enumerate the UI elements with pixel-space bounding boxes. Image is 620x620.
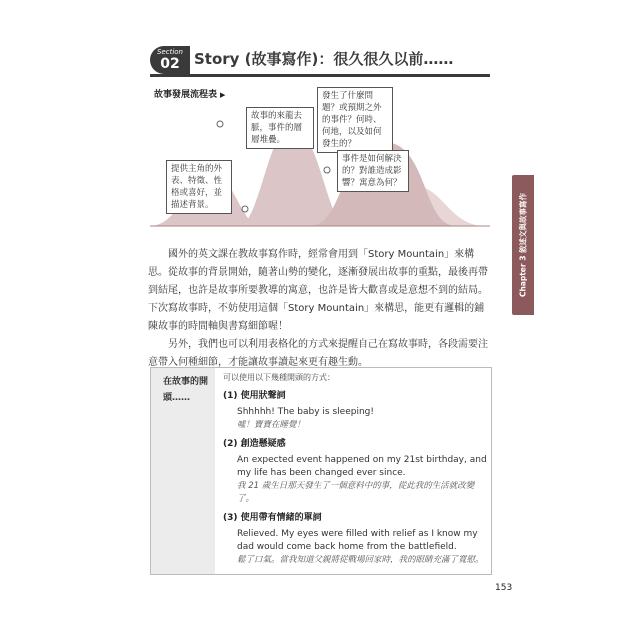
chapter-tab-label [518,193,529,297]
chapter-number: Chapter 3 [518,255,528,298]
item-english-1: Shhhhh! The baby is sleeping! [237,407,374,417]
chapter-tab [512,175,534,315]
chapter-title: 敘述文與故事寫作 [518,192,528,253]
section-title: Story (故事寫作)：很久很久以前…… [194,50,454,68]
paragraph-2: 從故事的背景開始，隨著山勢的變化，逐漸發展出故事的重點，最後再帶到結尾，也許是故事所要教導的寓意，也許是皆大歡喜或是意想不到的結局。下次寫故事時，不妨使用這個「Story Mountain」來構思，能更有邏輯的鋪陳故事的時間軸與書寫細節喔！ [148,267,488,332]
callout-resolution: 事件是如何解決的？對誰造成影響？寓意為何？ [337,150,409,192]
item-chinese-1: 噓！寶寶在睡覺！ [237,420,306,430]
marker-left [242,206,248,212]
item-title-2: (2) 創造懸疑感 [223,439,286,449]
callout-problem: 發生了什麼問題？或預期之外的事件？何時、何地，以及如何發生的？ [317,87,393,153]
item-english-2: An expected event happened on my 21st birthday, and my life has been changed ever since. [237,455,487,478]
callout-introduction: 提供主角的外表、特徵、性格或喜好，並描述背景。 [166,160,232,214]
diagram-title-text: 故事發展流程表 [154,90,218,100]
story-opening-table [150,367,492,575]
item-chinese-2: 我 21 歲生日那天發生了一個意料中的事，從此我的生活就改變了。 [237,481,475,504]
item-english-3: Relieved. My eyes were filled with relief as I know my dad would come back home from the battlefield. [237,529,478,552]
page-number: 153 [495,583,513,593]
callout-development: 故事的來龍去脈，事件的層層堆疊。 [246,107,314,149]
table-right-column [223,372,489,567]
diagram-title [152,87,227,100]
paragraph-1: 國外的英文課在教故事寫作時，經常會用到「Story Mountain」來構思。 [148,249,475,278]
item-title-3: (3) 使用帶有情緒的單詞 [223,513,322,523]
header-rule [150,74,490,77]
item-chinese-3: 鬆了口氣。當我知道父親將從戰場回家時，我的眼睛充滿了寬慰。 [237,555,484,565]
triangle-right-icon: ▶ [220,91,226,99]
item-title-1: (1) 使用狀聲詞 [223,391,286,401]
section-badge [150,46,190,74]
section-label: Section [156,48,183,56]
table-left-header: 在故事的開頭…… [163,377,209,403]
section-number: 02 [160,56,180,72]
marker-peak [217,121,223,127]
marker-right [324,167,330,173]
table-intro: 可以使用以下幾種開頭的方式： [223,373,335,382]
table-left-column [151,368,215,574]
paragraph-3: 另外，我們也可以利用表格化的方式來提醒自己在寫故事時，各段需要注意帶入何種細節，才能讓故事讀起來更有趣生動。 [148,339,488,368]
